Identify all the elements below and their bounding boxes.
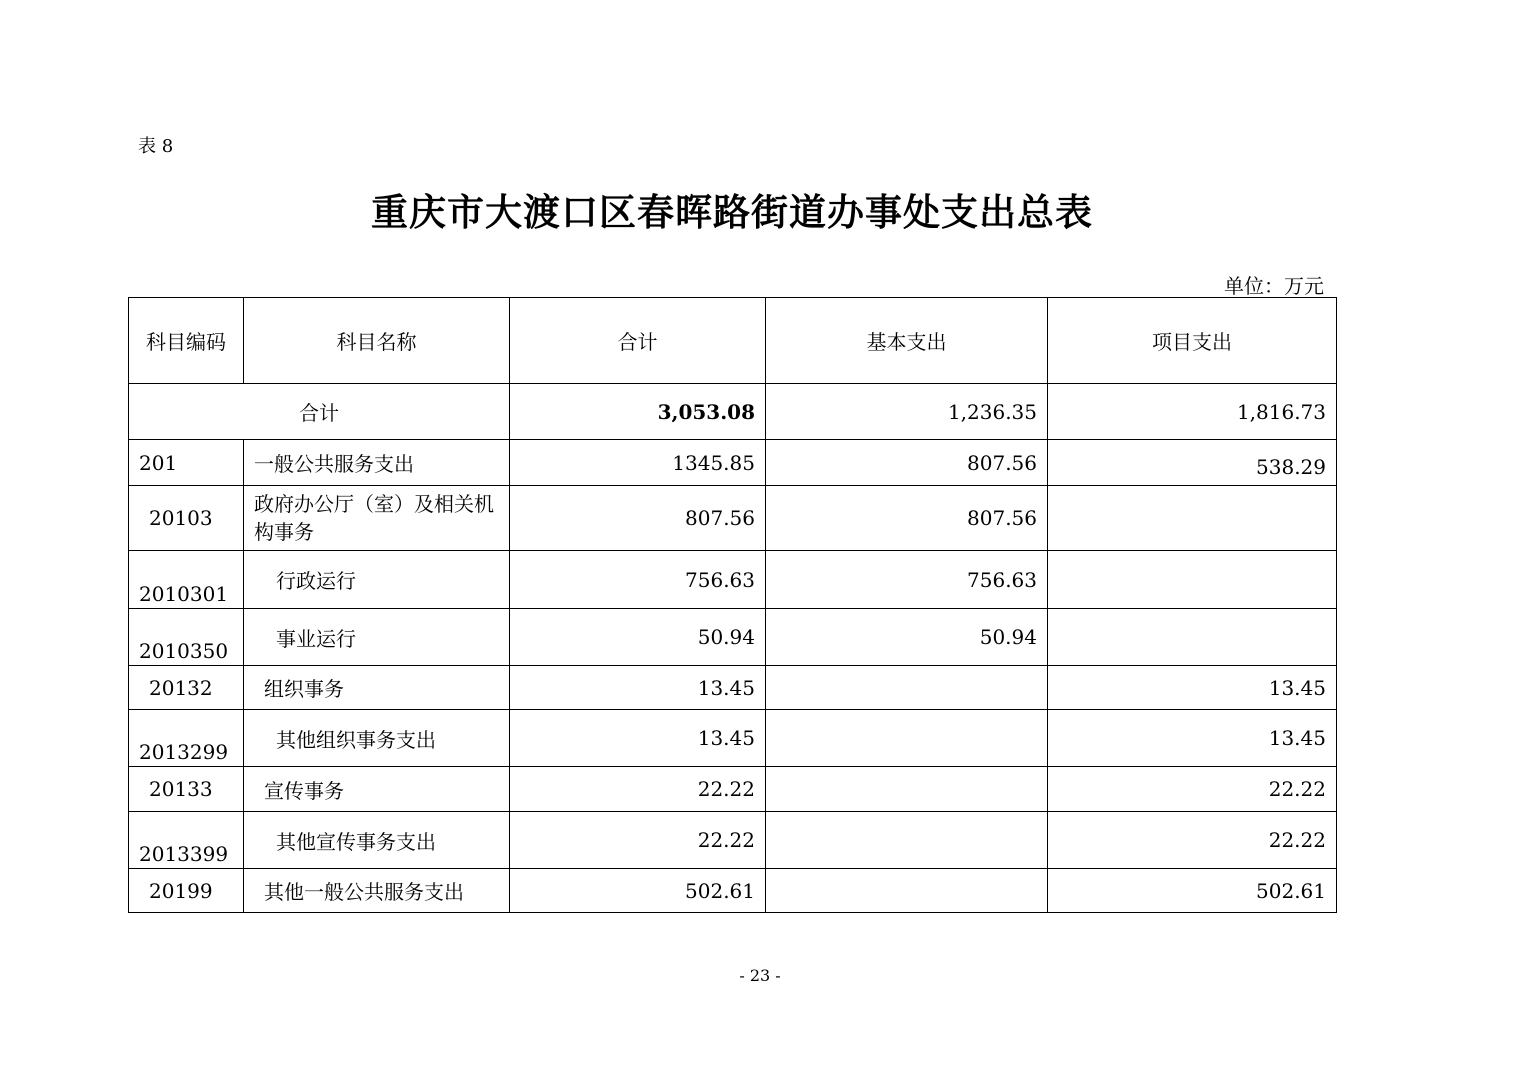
row-project: 22.22 xyxy=(1048,812,1337,869)
page-number: - 23 - xyxy=(739,966,781,985)
row-total: 22.22 xyxy=(510,812,766,869)
header-total: 合计 xyxy=(510,298,766,384)
table-row xyxy=(129,486,1337,551)
row-basic: 756.63 xyxy=(766,551,1048,609)
row-project: 22.22 xyxy=(1048,767,1337,812)
row-basic xyxy=(766,812,1048,869)
row-name: 一般公共服务支出 xyxy=(244,440,510,486)
header-row xyxy=(129,298,1337,384)
row-code: 201 xyxy=(129,440,244,486)
row-total: 502.61 xyxy=(510,869,766,913)
row-name: 其他宣传事务支出 xyxy=(244,812,510,869)
row-basic xyxy=(766,767,1048,812)
row-code: 2013399 xyxy=(129,812,244,869)
row-project: 13.45 xyxy=(1048,710,1337,767)
row-project xyxy=(1048,486,1337,551)
row-name: 政府办公厅（室）及相关机构事务 xyxy=(244,486,510,551)
row-code: 2010350 xyxy=(129,609,244,666)
row-name: 行政运行 xyxy=(244,551,510,609)
row-code: 20199 xyxy=(129,869,244,913)
row-total: 807.56 xyxy=(510,486,766,551)
row-total: 756.63 xyxy=(510,551,766,609)
table-row xyxy=(129,767,1337,812)
table-row xyxy=(129,869,1337,913)
row-basic xyxy=(766,666,1048,710)
total-row-project: 1,816.73 xyxy=(1048,384,1337,440)
header-code: 科目编码 xyxy=(129,298,244,384)
row-code: 2010301 xyxy=(129,551,244,609)
table-row xyxy=(129,440,1337,486)
total-row-basic: 1,236.35 xyxy=(766,384,1048,440)
row-name: 宣传事务 xyxy=(244,767,510,812)
row-basic: 807.56 xyxy=(766,486,1048,551)
row-code: 2013299 xyxy=(129,710,244,767)
page-title: 重庆市大渡口区春晖路街道办事处支出总表 xyxy=(371,191,1093,234)
unit-label: 单位：万元 xyxy=(1224,274,1324,298)
row-project xyxy=(1048,609,1337,666)
total-row xyxy=(129,384,1337,440)
table-label: 表 8 xyxy=(138,136,174,157)
header-basic: 基本支出 xyxy=(766,298,1048,384)
row-project: 538.29 xyxy=(1048,440,1337,486)
total-row-label: 合计 xyxy=(129,384,510,440)
row-total: 1345.85 xyxy=(510,440,766,486)
row-total: 22.22 xyxy=(510,767,766,812)
row-name: 事业运行 xyxy=(244,609,510,666)
row-basic xyxy=(766,869,1048,913)
row-code: 20103 xyxy=(129,486,244,551)
table-row xyxy=(129,812,1337,869)
table-row xyxy=(129,666,1337,710)
row-project xyxy=(1048,551,1337,609)
row-name: 其他一般公共服务支出 xyxy=(244,869,510,913)
row-name: 其他组织事务支出 xyxy=(244,710,510,767)
row-name: 组织事务 xyxy=(244,666,510,710)
row-basic: 807.56 xyxy=(766,440,1048,486)
total-row-total: 3,053.08 xyxy=(510,384,766,440)
row-total: 50.94 xyxy=(510,609,766,666)
table-row xyxy=(129,609,1337,666)
header-name: 科目名称 xyxy=(244,298,510,384)
row-total: 13.45 xyxy=(510,710,766,767)
table-row xyxy=(129,710,1337,767)
row-basic xyxy=(766,710,1048,767)
table-row xyxy=(129,551,1337,609)
header-project: 项目支出 xyxy=(1048,298,1337,384)
row-total: 13.45 xyxy=(510,666,766,710)
row-code: 20132 xyxy=(129,666,244,710)
row-basic: 50.94 xyxy=(766,609,1048,666)
row-project: 502.61 xyxy=(1048,869,1337,913)
row-project: 13.45 xyxy=(1048,666,1337,710)
expenditure-table xyxy=(128,297,1337,913)
row-code: 20133 xyxy=(129,767,244,812)
